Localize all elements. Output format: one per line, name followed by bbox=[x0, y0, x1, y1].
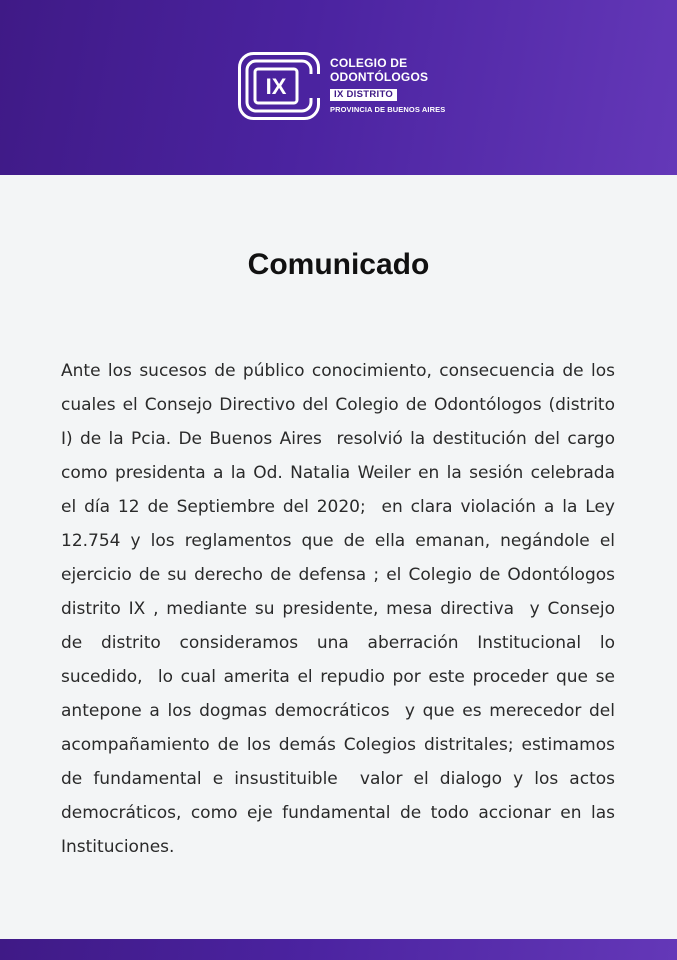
logo-line-1: COLEGIO DE bbox=[330, 56, 408, 70]
footer-bar bbox=[0, 939, 677, 960]
college-logo bbox=[238, 52, 448, 122]
district-badge: IX DISTRITO bbox=[330, 89, 397, 101]
emblem-text: IX bbox=[265, 74, 287, 99]
logo-line-2: ODONTÓLOGOS bbox=[330, 70, 429, 84]
college-emblem-icon bbox=[238, 52, 320, 120]
logo-province: PROVINCIA DE BUENOS AIRES bbox=[330, 105, 446, 114]
header-banner bbox=[0, 0, 677, 175]
logo-text-block bbox=[330, 56, 460, 114]
statement-body: Ante los sucesos de público conocimiento, consecuencia de los cuales el Consejo Directivo del Colegio de Odontólogos (distrito I) de la Pcia. De Buenos Aires resolvió la destitución del cargo como presidenta a la Od. Natalia Weiler en la sesión celebrada el día 12 de Septiembre del 2020; en clara violación a la Ley 12.754 y los reglamentos que de ella emanan, negándole el ejercicio de su derecho de defensa ; el Colegio de Odontólogos distrito IX , mediante su presidente, mesa directiva y Consejo de distrito consideramos una aberración Institucional lo sucedido, lo cual amerita el repudio por este proceder que se antepone a los dogmas democráticos y que es merecedor del acompañamiento de los demás Colegios distritales; estimamos de fundamental e insustituible valor el dialogo y los actos democráticos, como eje fundamental de todo accionar en las Instituciones. bbox=[61, 361, 621, 857]
page-title: Comunicado bbox=[247, 248, 430, 281]
